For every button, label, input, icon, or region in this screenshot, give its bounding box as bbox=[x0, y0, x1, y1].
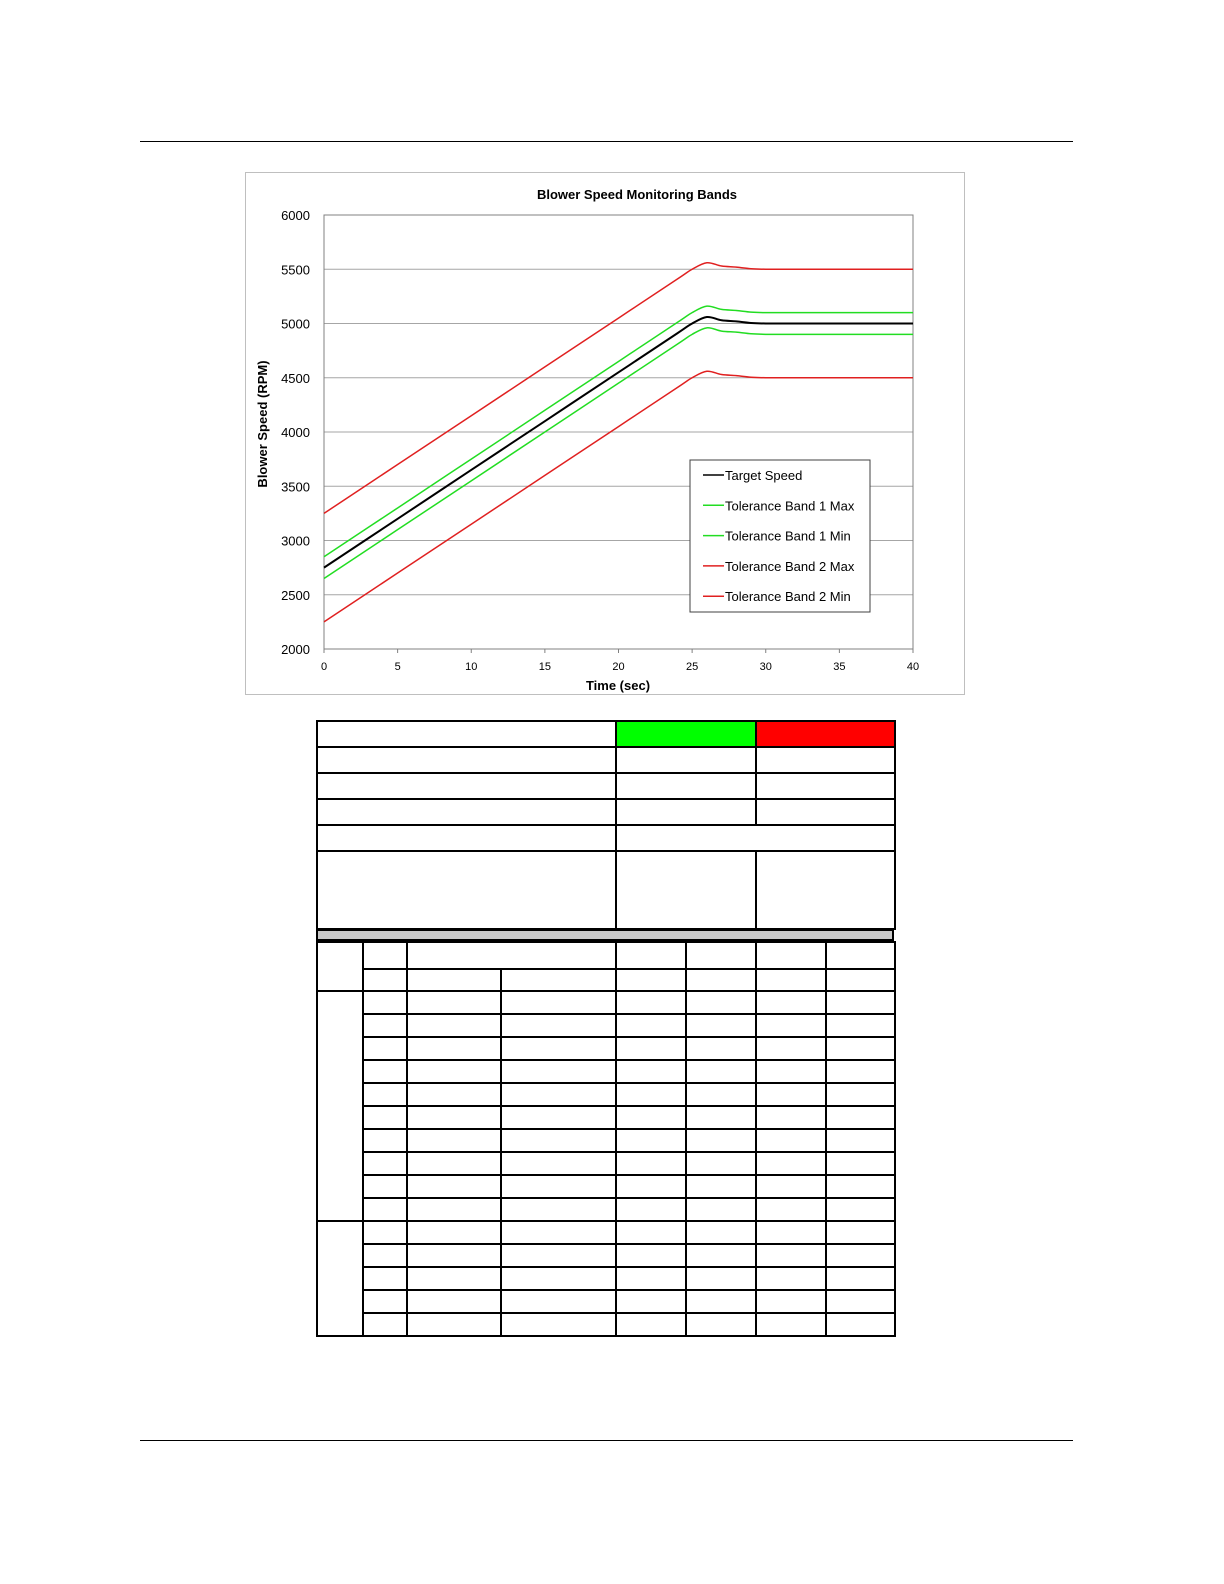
grid-cell bbox=[686, 1175, 756, 1198]
grid-cell bbox=[826, 1037, 895, 1060]
x-axis-label: Time (sec) bbox=[585, 678, 651, 693]
grid-cell bbox=[616, 1313, 686, 1336]
grid-cell bbox=[756, 1244, 826, 1267]
grid-cell bbox=[501, 1060, 616, 1083]
chart-legend bbox=[690, 460, 870, 612]
grid-cell bbox=[501, 1198, 616, 1221]
grid-cell bbox=[686, 1221, 756, 1244]
grid-cell bbox=[826, 1290, 895, 1313]
grid-cell bbox=[407, 1244, 501, 1267]
grid-cell bbox=[826, 1106, 895, 1129]
grid-cell bbox=[686, 1083, 756, 1106]
table-row bbox=[317, 773, 895, 799]
grid-cell bbox=[826, 1014, 895, 1037]
legend-label: Tolerance Band 1 Max bbox=[725, 498, 855, 514]
grid-row bbox=[317, 969, 895, 991]
x-tick-label: 35 bbox=[833, 661, 846, 673]
grid-cell bbox=[363, 1014, 407, 1037]
legend-label: Target Speed bbox=[725, 468, 803, 483]
grid-cell bbox=[363, 1106, 407, 1129]
table-row bbox=[317, 799, 895, 825]
grid-cell bbox=[363, 969, 407, 991]
grid-cell bbox=[363, 1152, 407, 1175]
table-cell bbox=[616, 851, 756, 929]
header-rule bbox=[140, 141, 1073, 142]
grid-cell bbox=[501, 1221, 616, 1244]
grid-cell bbox=[501, 1129, 616, 1152]
speed-band-chart bbox=[246, 173, 966, 696]
grid-cell bbox=[616, 1106, 686, 1129]
grid-cell bbox=[501, 1244, 616, 1267]
grid-cell bbox=[363, 1290, 407, 1313]
grid-cell bbox=[686, 1313, 756, 1336]
chart-title: Blower Speed Monitoring Bands bbox=[536, 187, 738, 202]
table-cell bbox=[616, 825, 895, 851]
table-row bbox=[317, 851, 895, 929]
grid-cell bbox=[756, 1198, 826, 1221]
grid-cell bbox=[616, 1152, 686, 1175]
grid-cell bbox=[407, 1060, 501, 1083]
grid-cell bbox=[407, 1290, 501, 1313]
grid-cell bbox=[407, 1152, 501, 1175]
grid-cell bbox=[616, 1198, 686, 1221]
y-tick-label: 4500 bbox=[281, 370, 310, 386]
grid-cell bbox=[363, 1083, 407, 1106]
data-grid-table bbox=[316, 941, 896, 1337]
grid-cell bbox=[826, 1313, 895, 1336]
legend-label: Tolerance Band 2 Max bbox=[725, 558, 855, 574]
grid-cell bbox=[363, 1244, 407, 1267]
grid-cell bbox=[686, 1037, 756, 1060]
grid-row bbox=[317, 1152, 895, 1175]
grid-cell bbox=[501, 1014, 616, 1037]
table-cell bbox=[756, 747, 895, 773]
grid-cell bbox=[756, 1129, 826, 1152]
grid-cell bbox=[363, 1129, 407, 1152]
x-tick-label: 25 bbox=[686, 661, 699, 673]
grid-cell bbox=[616, 991, 686, 1014]
table-cell bbox=[616, 773, 756, 799]
grid-cell bbox=[686, 991, 756, 1014]
table-cell bbox=[317, 825, 616, 851]
grid-cell bbox=[756, 1175, 826, 1198]
grid-cell bbox=[686, 1152, 756, 1175]
grid-cell bbox=[407, 1037, 501, 1060]
grid-cell bbox=[407, 1267, 501, 1290]
y-tick-label: 4000 bbox=[281, 425, 310, 440]
grid-cell bbox=[501, 1313, 616, 1336]
table-cell bbox=[317, 773, 616, 799]
x-tick-label: 5 bbox=[394, 661, 401, 673]
grid-row bbox=[317, 991, 895, 1014]
grid-cell bbox=[686, 1198, 756, 1221]
y-tick-label: 6000 bbox=[281, 208, 310, 223]
grid-row bbox=[317, 1175, 895, 1198]
grid-cell bbox=[826, 969, 895, 991]
grid-cell bbox=[686, 1290, 756, 1313]
grid-cell bbox=[756, 1290, 826, 1313]
grid-cell bbox=[686, 1244, 756, 1267]
legend-label: Tolerance Band 1 Min bbox=[725, 528, 851, 544]
table-cell bbox=[756, 799, 895, 825]
grid-row bbox=[317, 1083, 895, 1106]
chart-area bbox=[245, 172, 965, 695]
grid-row bbox=[317, 1267, 895, 1290]
grid-cell bbox=[686, 969, 756, 991]
grid-cell bbox=[317, 1221, 363, 1336]
grid-cell bbox=[363, 1267, 407, 1290]
grid-cell bbox=[363, 1060, 407, 1083]
grid-cell bbox=[317, 942, 363, 991]
grid-cell bbox=[407, 1221, 501, 1244]
grid-cell bbox=[756, 942, 826, 969]
table-separator bbox=[316, 929, 894, 941]
grid-cell bbox=[616, 1267, 686, 1290]
grid-cell bbox=[363, 1313, 407, 1336]
x-tick-label: 10 bbox=[465, 661, 478, 673]
grid-cell bbox=[363, 1221, 407, 1244]
grid-cell bbox=[616, 1037, 686, 1060]
grid-cell bbox=[756, 1221, 826, 1244]
grid-cell bbox=[826, 1244, 895, 1267]
x-tick-label: 20 bbox=[612, 661, 625, 673]
grid-cell bbox=[407, 1198, 501, 1221]
grid-cell bbox=[756, 1106, 826, 1129]
grid-cell bbox=[501, 1152, 616, 1175]
y-axis-label: Blower Speed (RPM) bbox=[255, 360, 270, 488]
grid-cell bbox=[616, 1083, 686, 1106]
table-row bbox=[317, 825, 895, 851]
grid-cell bbox=[826, 1221, 895, 1244]
table-cell bbox=[756, 851, 895, 929]
grid-cell bbox=[616, 1175, 686, 1198]
grid-cell bbox=[756, 1267, 826, 1290]
grid-row bbox=[317, 1106, 895, 1129]
header-label-cell bbox=[317, 721, 616, 747]
grid-cell bbox=[756, 1014, 826, 1037]
grid-cell bbox=[616, 1290, 686, 1313]
grid-cell bbox=[407, 1083, 501, 1106]
table-cell bbox=[756, 773, 895, 799]
grid-cell bbox=[616, 969, 686, 991]
grid-cell bbox=[686, 942, 756, 969]
grid-cell bbox=[317, 991, 363, 1221]
grid-cell bbox=[756, 969, 826, 991]
y-tick-label: 2500 bbox=[281, 587, 310, 603]
grid-cell bbox=[826, 1152, 895, 1175]
x-axis-ticks bbox=[321, 649, 919, 673]
grid-cell bbox=[501, 1106, 616, 1129]
x-tick-label: 0 bbox=[320, 661, 328, 673]
table-cell bbox=[317, 851, 616, 929]
grid-cell bbox=[501, 1083, 616, 1106]
grid-cell bbox=[826, 1129, 895, 1152]
grid-cell bbox=[501, 1290, 616, 1313]
grid-cell bbox=[756, 1037, 826, 1060]
grid-cell bbox=[407, 1313, 501, 1336]
header-red-cell bbox=[756, 721, 895, 747]
grid-cell bbox=[826, 1060, 895, 1083]
grid-cell bbox=[686, 1014, 756, 1037]
grid-cell bbox=[826, 1083, 895, 1106]
grid-row bbox=[317, 1129, 895, 1152]
grid-cell bbox=[616, 1060, 686, 1083]
y-axis-ticks bbox=[281, 208, 310, 657]
grid-cell bbox=[407, 1175, 501, 1198]
grid-cell bbox=[501, 991, 616, 1014]
grid-cell bbox=[686, 1129, 756, 1152]
grid-cell bbox=[826, 991, 895, 1014]
grid-cell bbox=[756, 1083, 826, 1106]
grid-cell bbox=[616, 1221, 686, 1244]
grid-cell bbox=[826, 1175, 895, 1198]
grid-cell bbox=[686, 1106, 756, 1129]
y-tick-label: 3000 bbox=[281, 533, 310, 549]
x-tick-label: 30 bbox=[759, 661, 772, 673]
grid-row bbox=[317, 942, 895, 969]
table-cell bbox=[317, 747, 616, 773]
grid-cell bbox=[501, 1175, 616, 1198]
grid-row bbox=[317, 1290, 895, 1313]
grid-cell bbox=[407, 1129, 501, 1152]
grid-cell bbox=[407, 1014, 501, 1037]
grid-row bbox=[317, 1313, 895, 1336]
legend-label: Tolerance Band 2 Min bbox=[725, 589, 851, 605]
grid-row bbox=[317, 1244, 895, 1267]
grid-cell bbox=[501, 1267, 616, 1290]
grid-cell bbox=[363, 991, 407, 1014]
grid-cell bbox=[826, 942, 895, 969]
grid-row bbox=[317, 1060, 895, 1083]
grid-cell bbox=[407, 991, 501, 1014]
grid-cell bbox=[407, 1106, 501, 1129]
grid-cell bbox=[686, 1060, 756, 1083]
y-tick-label: 5500 bbox=[281, 262, 310, 278]
x-tick-label: 15 bbox=[538, 661, 551, 673]
table-cell bbox=[616, 747, 756, 773]
table-row bbox=[317, 747, 895, 773]
grid-row bbox=[317, 1198, 895, 1221]
y-tick-label: 3500 bbox=[281, 479, 310, 495]
summary-table bbox=[316, 720, 896, 930]
grid-cell bbox=[363, 942, 407, 969]
grid-row bbox=[317, 1014, 895, 1037]
grid-cell bbox=[501, 969, 616, 991]
grid-cell bbox=[756, 991, 826, 1014]
y-tick-label: 2000 bbox=[281, 642, 310, 657]
grid-cell bbox=[363, 1175, 407, 1198]
grid-cell bbox=[407, 969, 501, 991]
grid-cell bbox=[756, 1152, 826, 1175]
grid-cell bbox=[616, 942, 686, 969]
table-cell bbox=[317, 799, 616, 825]
table-header-row bbox=[317, 721, 895, 747]
grid-cell bbox=[756, 1313, 826, 1336]
grid-cell bbox=[826, 1267, 895, 1290]
grid-row bbox=[317, 1037, 895, 1060]
grid-cell bbox=[363, 1198, 407, 1221]
header-green-cell bbox=[616, 721, 756, 747]
grid-cell bbox=[826, 1198, 895, 1221]
y-tick-label: 5000 bbox=[281, 316, 310, 332]
grid-cell bbox=[756, 1060, 826, 1083]
grid-cell bbox=[407, 942, 616, 969]
footer-rule bbox=[140, 1440, 1073, 1441]
grid-cell bbox=[686, 1267, 756, 1290]
grid-row bbox=[317, 1221, 895, 1244]
grid-cell bbox=[501, 1037, 616, 1060]
grid-cell bbox=[616, 1244, 686, 1267]
x-tick-label: 40 bbox=[906, 661, 920, 673]
table-cell bbox=[616, 799, 756, 825]
grid-cell bbox=[616, 1129, 686, 1152]
grid-cell bbox=[363, 1037, 407, 1060]
grid-cell bbox=[616, 1014, 686, 1037]
